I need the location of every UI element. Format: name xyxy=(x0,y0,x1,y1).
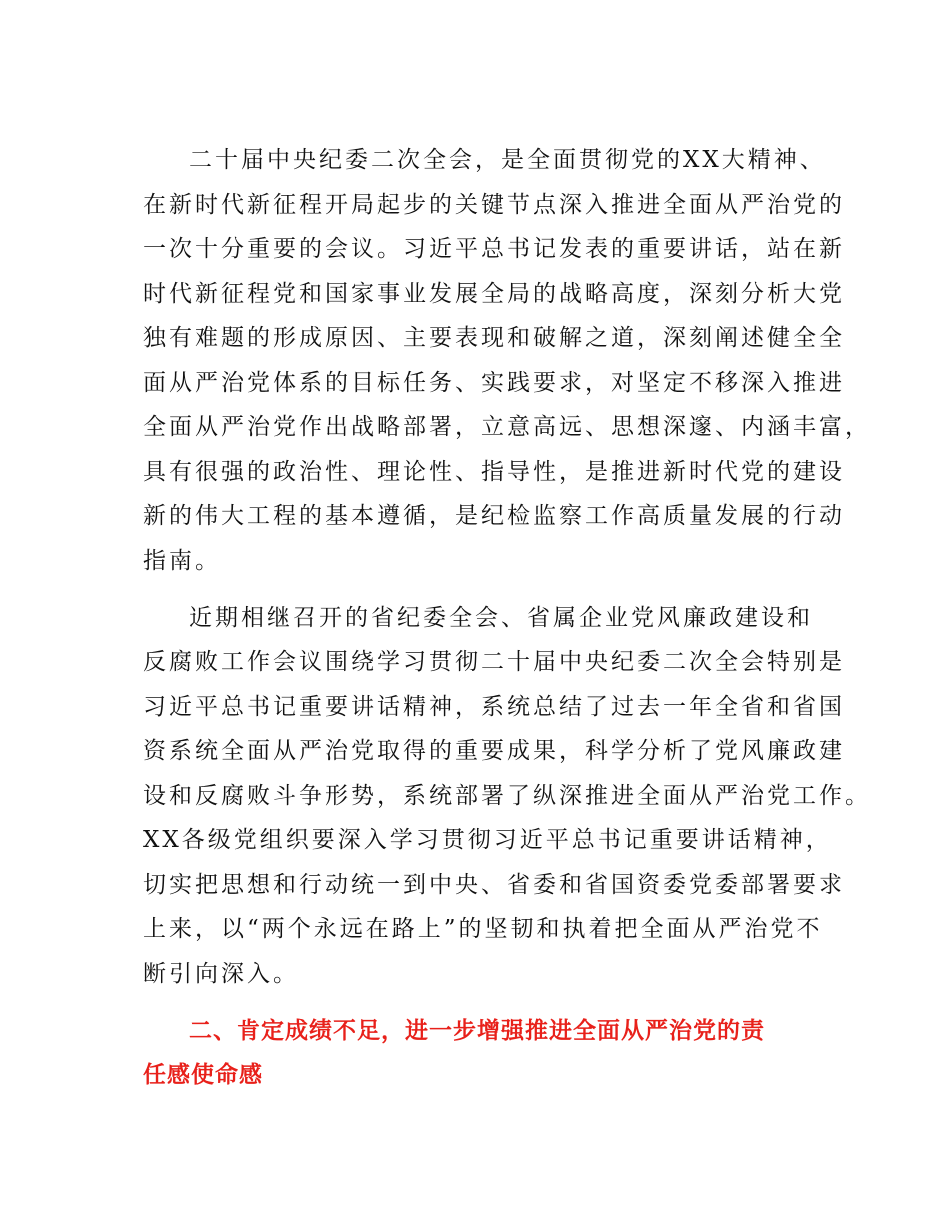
section-heading-line-1: 二、肯定成绩不足，进一步增强推进全面从严治党的责 xyxy=(189,1018,765,1044)
paragraph-2-line-2: 反腐败工作会议围绕学习贯彻二十届中央纪委二次全会特别是 xyxy=(143,649,845,675)
paragraph-1-line-10: 指南。 xyxy=(143,548,221,574)
paragraph-1-line-5: 独有难题的形成原因、主要表现和破解之道，深刻阐述健全全 xyxy=(143,325,845,351)
paragraph-2-line-5: 设和反腐败斗争形势，系统部署了纵深推进全面从严治党工作。 xyxy=(143,783,871,809)
paragraph-2-line-7: 切实把思想和行动统一到中央、省委和省国资委党委部署要求 xyxy=(143,872,845,898)
paragraph-2-line-4: 资系统全面从严治党取得的重要成果，科学分析了党风廉政建 xyxy=(143,738,845,764)
paragraph-2-line-8: 上来，以“两个永远在路上”的坚韧和执着把全面从严治党不 xyxy=(143,916,823,942)
paragraph-1-line-1: 二十届中央纪委二次全会，是全面贯彻党的XX大精神、 xyxy=(189,147,826,173)
paragraph-2-line-6: XX各级党组织要深入学习贯彻习近平总书记重要讲话精神， xyxy=(143,827,832,853)
section-heading-line-2: 任感使命感 xyxy=(143,1062,263,1088)
paragraph-2-line-1: 近期相继召开的省纪委全会、省属企业党风廉政建设和 xyxy=(189,605,813,631)
paragraph-1-line-3: 一次十分重要的会议。习近平总书记发表的重要讲话，站在新 xyxy=(143,236,845,262)
paragraph-1-line-4: 时代新征程党和国家事业发展全局的战略高度，深刻分析大党 xyxy=(143,281,845,307)
paragraph-2-line-3: 习近平总书记重要讲话精神，系统总结了过去一年全省和省国 xyxy=(143,694,845,720)
paragraph-1-line-7: 全面从严治党作出战略部署，立意高远、思想深邃、内涵丰富， xyxy=(143,414,871,440)
paragraph-1-line-9: 新的伟大工程的基本遵循，是纪检监察工作高质量发展的行动 xyxy=(143,503,845,529)
paragraph-2-line-9: 断引向深入。 xyxy=(143,961,299,987)
paragraph-1-line-8: 具有很强的政治性、理论性、指导性，是推进新时代党的建设 xyxy=(143,459,845,485)
paragraph-1-line-2: 在新时代新征程开局起步的关键节点深入推进全面从严治党的 xyxy=(143,192,845,218)
paragraph-1-line-6: 面从严治党体系的目标任务、实践要求，对坚定不移深入推进 xyxy=(143,370,845,396)
